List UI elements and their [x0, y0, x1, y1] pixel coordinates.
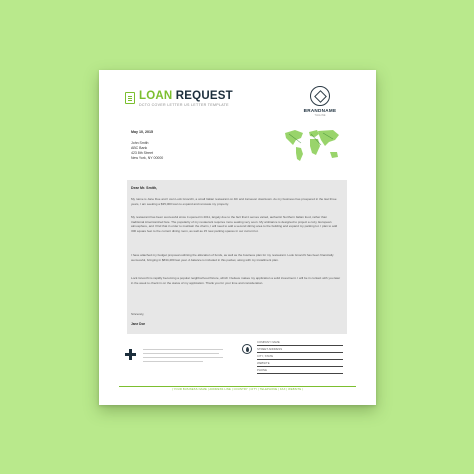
- field-city-state: CITY, STATE: [257, 354, 343, 360]
- recipient-line: John Smith: [131, 141, 149, 145]
- footer-contact: | YOUR BUSINESS NAME | ADDRESS LINE | COUNTRY | CITY | TELEPHONE | FAX | WEBSITE |: [171, 388, 304, 391]
- title-request: REQUEST: [175, 90, 233, 102]
- paragraph-intro: My name is Jane Doe and I own Lock Gnocchi, a small Italian restaurant on 4th and Jameson downtown. As my business has prospered in the last three years, I am seeking a $35,000 loan to expand and renovate my property.: [131, 197, 337, 206]
- recipient-address: [131, 141, 163, 161]
- letter-date: May 10, 2015: [131, 130, 153, 134]
- closing-text: Sincerely,: [131, 312, 145, 316]
- recipient-line: ABC Bank: [131, 146, 148, 151]
- diamond-circle-icon: [310, 86, 330, 106]
- signature-name: Jane Doe: [131, 322, 146, 326]
- field-phone: PHONE: [257, 368, 343, 374]
- document-icon: [125, 92, 135, 104]
- brand-tagline: TAGLINE: [314, 114, 326, 117]
- page-subtitle: DCTO COVER LETTER US LETTER TEMPLATE: [139, 103, 229, 107]
- field-company-name: COMPANY NAME: [257, 340, 343, 346]
- field-street-address: STREET ADDRESS: [257, 347, 343, 353]
- plus-icon: [125, 349, 136, 360]
- salutation: Dear Mr. Smith,: [131, 186, 158, 190]
- paragraph-closing: Lock Gnocchi is rapidly becoming a popular neighborhood fixture, which I believe makes my application a solid investment. I will be in contact with you later in the week to check in on the status of my application. Thank you for your time and consideration.: [131, 276, 341, 285]
- placeholder-text-line: [143, 361, 203, 362]
- placeholder-text-line: [143, 349, 223, 350]
- footer-divider: [119, 386, 356, 387]
- leaf-circle-icon: [242, 344, 252, 354]
- placeholder-text-line: [143, 357, 223, 358]
- brand-name: BRANDNAME: [303, 108, 337, 113]
- paragraph-budget: I have attached my budget proposal outlining the allocation of funds, as well as the business plan for my restaurant. Look Gnocchi has been financially successful, bringing in $834,280 last year. A balance is included in this packet, along with my installment plan.: [131, 253, 334, 262]
- field-website: WEBSITE: [257, 361, 343, 367]
- paragraph-history: My restaurant has been successful since it opened in 2011, largely due to the fact that it serves varied, authentic Northern Italian food, rather than traditional Americanized fare. The popularity of my restaurant requires more seating very soon. My ambiance is designed to project a cozy, European atmosphere, and I find that in order to maintain the charm, I will need to add a second dining area to the building and expand my parking lot. I plan to add 300 square feet to the current dining room, as well as 15 new parking spaces in our current lot.: [131, 215, 338, 233]
- page-title: [139, 90, 233, 102]
- recipient-line: 423 8th Street: [131, 151, 153, 156]
- recipient-line: New York, NY 00000: [131, 156, 164, 161]
- world-map-icon: [281, 125, 343, 165]
- placeholder-text-line: [143, 353, 219, 354]
- title-loan: LOAN: [139, 90, 173, 102]
- letter-page: [99, 70, 376, 405]
